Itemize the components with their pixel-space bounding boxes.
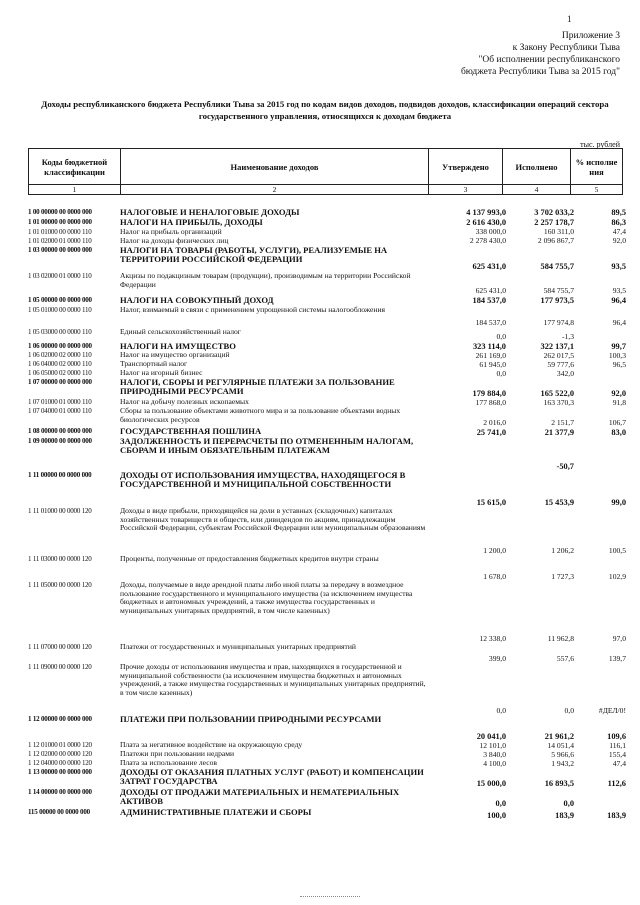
row-name: НАЛОГИ НА ИМУЩЕСТВО [120,341,236,351]
row-percent: 91,8 [612,397,626,407]
row-approved: 20 041,0 [476,731,506,741]
row-executed: 163 370,3 [543,397,574,407]
table-row [28,788,622,808]
row-percent: 139,7 [608,653,626,663]
row-percent: 86,3 [611,218,626,228]
row-percent: 96,4 [612,318,626,328]
table-row [28,767,626,788]
row-percent: 100,3 [608,350,626,360]
header-name: Наименование доходов [121,149,429,185]
row-code: 1 01 02000 01 0000 110 [28,237,92,245]
table-row [28,714,626,741]
row-name: Налог, взимаемый в связи с применением упрощенной системы налогообложения [120,305,386,314]
row-executed: 322 137,1 [540,341,574,351]
row-code: 1 11 03000 00 0000 120 [28,555,92,564]
row-executed: 1 943,2 [551,758,574,768]
row-code: 1 12 02000 00 0000 120 [28,750,92,759]
row-executed: 177 973,5 [540,296,574,306]
row-code: 1 12 00000 00 0000 000 [28,715,92,724]
row-code: 1 11 00000 00 0000 000 [28,471,92,480]
table-row [28,227,626,237]
row-code: 1 03 00000 00 0000 000 [28,246,92,254]
row-executed: 1 727,3 [551,571,574,581]
row-name: Сборы за пользование объектами животного мира и за пользование объектами водных биологических ресурсов [120,406,401,424]
document-title: Доходы республиканского бюджета Республики Тыва за 2015 год по кодам видов доходов, подвидов доходов, классификации операций сектора государственного управления, относящихся к доходам бюджета [41,99,609,121]
row-percent: 93,5 [612,286,626,296]
row-approved: 177 868,0 [475,397,506,407]
row-percent: 97,0 [612,633,626,643]
row-approved: 0,0 [496,332,506,342]
row-percent: 99,7 [611,341,626,351]
row-executed: 3 702 033,2 [534,208,574,218]
header-percent: % исполне ния [571,149,623,185]
row-name: НАЛОГИ НА СОВОКУПНЫЙ ДОХОД [120,295,274,305]
row-name: ДОХОДЫ ОТ ОКАЗАНИЯ ПЛАТНЫХ УСЛУГ (РАБОТ) И КОМПЕНСАЦИИ ЗАТРАТ ГОСУДАРСТВА [120,767,424,787]
row-approved: 625 431,0 [472,262,506,272]
table-row [28,271,626,296]
row-executed: -50,7 [556,461,574,471]
row-name: Налог на добычу полезных ископаемых [120,397,249,407]
table-row [28,740,626,750]
row-percent: 92,0 [611,388,626,398]
row-code: 1 08 00000 00 0000 000 [28,427,92,436]
row-executed: 160 311,0 [543,227,574,237]
row-name: Налог на доходы физических лиц [120,236,229,245]
row-executed: 183,9 [555,810,574,820]
row-name: ГОСУДАРСТВЕННАЯ ПОШЛИНА [120,426,262,437]
table-row [28,217,626,228]
table-row [28,437,622,471]
table-row [28,749,626,759]
row-executed: 21 377,9 [544,427,574,437]
page-number: 1 [567,14,572,24]
row-executed: 177 974,8 [543,318,574,328]
row-percent: 112,6 [607,778,626,788]
appendix-line: к Закону Республики Тыва [512,43,620,53]
table-row [28,642,626,663]
row-executed: 557,6 [556,653,574,663]
table-row [28,662,626,715]
row-percent: 102,9 [608,571,626,581]
row-name: ДОХОДЫ ОТ ИСПОЛЬЗОВАНИЯ ИМУЩЕСТВА, НАХОДЯЩЕГОСЯ В ГОСУДАРСТВЕННОЙ И МУНИЦИПАЛЬНОЙ СОБСТВЕННОСТИ [120,470,406,490]
row-name: Единый сельскохозяйственный налог [120,327,241,336]
row-percent: 96,5 [612,359,626,369]
row-code: 1 03 02000 01 0000 110 [28,272,92,280]
row-percent: #ДЕЛ/0! [598,705,626,715]
row-name: НАЛОГИ НА ТОВАРЫ (РАБОТЫ, УСЛУГИ), РЕАЛИЗУЕМЫЕ НА ТЕРРИТОРИИ РОССИЙСКОЙ ФЕДЕРАЦИИ [120,245,388,265]
row-approved: 15 615,0 [476,497,506,507]
row-approved: 184 537,0 [475,318,506,328]
row-approved: 261 169,0 [475,350,506,360]
row-executed: 21 961,2 [544,731,574,741]
row-name: Платежи от государственных и муниципальных унитарных предприятий [120,642,356,652]
row-approved: 3 840,0 [483,749,506,759]
row-name: Платежи при пользовании недрами [120,749,235,759]
row-approved: 1 200,0 [483,545,506,555]
header-num: 4 [503,185,571,195]
row-code: 1 11 01000 00 0000 120 [28,507,92,516]
row-executed: 584 755,7 [540,262,574,272]
row-code: 1 05 01000 00 0000 110 [28,306,92,314]
row-name: НАЛОГИ, СБОРЫ И РЕГУЛЯРНЫЕ ПЛАТЕЖИ ЗА ПОЛЬЗОВАНИЕ ПРИРОДНЫМИ РЕСУРСАМИ [120,377,395,397]
row-approved: 184 537,0 [472,296,506,306]
row-executed: 1 206,2 [551,545,574,555]
appendix-line: Приложение 3 [561,31,620,41]
row-name: Доходы, получаемые в виде арендной платы либо иной платы за передачу в возмездное пользование государственного и муниципального имущества (за исключением имущества бюджетных и автономных учреждений, а также имущества государственных и муниципальных унитарных предприятий, в том числе казенных) [120,580,413,615]
header-num: 1 [29,185,121,195]
table-row [28,377,626,398]
row-percent: 116,1 [609,740,626,750]
header-code: Коды бюджетной классификации [29,149,121,185]
row-code: 1 14 00000 00 0000 000 [28,788,92,797]
appendix-line: бюджета Республики Тыва за 2015 год" [460,67,620,77]
row-executed: 5 966,6 [551,749,574,759]
row-executed: 59 777,6 [547,359,574,369]
row-executed: 16 893,5 [544,778,574,788]
row-approved: 323 114,0 [472,341,506,351]
row-executed: 15 453,9 [544,497,574,507]
row-name: Налог на имущество организаций [120,350,230,360]
header-num: 3 [429,185,503,195]
units-label: тыс. рублей [580,140,620,149]
row-executed: 0,0 [564,705,574,715]
table-row [28,305,626,328]
row-approved: 338 000,0 [475,227,506,237]
row-code: 1 06 05000 02 0000 110 [28,369,92,378]
table-row [28,470,626,507]
table-row [28,328,622,342]
row-percent: 100,5 [608,545,626,555]
row-percent: 183,9 [607,810,626,820]
table-row [28,506,626,555]
row-percent: 109,6 [607,731,626,741]
row-code: 1 11 05000 00 0000 120 [28,581,92,590]
row-approved: 4 137 993,0 [466,208,506,218]
row-executed: 14 051,4 [547,740,574,750]
row-approved: 179 884,0 [472,388,506,398]
header-approved: Утверждено [429,149,503,185]
row-name: Плата за негативное воздействие на окружающую среду [120,740,303,750]
row-code: 1 06 00000 00 0000 000 [28,342,92,350]
row-approved: 399,0 [488,653,506,663]
table-row [28,580,626,643]
row-name: Прочие доходы от использования имущества и прав, находящихся в государственной и муниципальной собственности (за исключением имущества бюджетных и автономных учреждений, а также имущества государственных и муниципальных унитарных предприятий, в том числе казенных) [120,662,426,697]
row-name: ЗАДОЛЖЕННОСТЬ И ПЕРЕРАСЧЕТЫ ПО ОТМЕНЕННЫМ НАЛОГАМ, СБОРАМ И ИНЫМ ОБЯЗАТЕЛЬНЫМ ПЛАТЕЖАМ [120,436,414,456]
row-percent: 93,5 [611,262,626,272]
row-percent: 96,4 [611,296,626,306]
row-name: АДМИНИСТРАТИВНЫЕ ПЛАТЕЖИ И СБОРЫ [120,807,312,818]
row-code: 115 00000 00 0000 000 [28,808,90,817]
table-row [28,554,626,581]
table-row [28,341,626,351]
row-percent: 155,4 [608,749,626,759]
row-code: 1 11 09000 00 0000 120 [28,663,92,672]
row-name: Плата за использование лесов [120,758,217,768]
header-num: 2 [121,185,429,195]
row-approved: 25 741,0 [476,427,506,437]
row-code: 1 07 00000 00 0000 000 [28,378,92,387]
row-executed: -1,3 [561,332,574,342]
row-percent: 99,0 [611,497,626,507]
row-name: Проценты, полученные от предоставления бюджетных кредитов внутри страны [120,554,379,564]
row-approved: 12 101,0 [479,740,506,750]
row-executed: 2 257 178,7 [534,218,574,228]
row-executed: 2 151,7 [551,417,574,427]
income-table-body [28,207,626,820]
appendix-line: "Об исполнении республиканского [478,55,620,65]
row-percent: 89,5 [611,208,626,218]
row-code: 1 01 00000 00 0000 000 [28,218,92,226]
row-name: НАЛОГОВЫЕ И НЕНАЛОГОВЫЕ ДОХОДЫ [120,207,300,217]
row-approved: 4 100,0 [483,758,506,768]
table-header [28,148,623,195]
row-executed: 342,0 [556,368,574,378]
row-approved: 2 016,0 [483,417,506,427]
table-row [28,359,626,369]
table-row [28,406,626,427]
row-name: Налог на игорный бизнес [120,368,203,378]
row-approved: 0,0 [495,798,506,808]
row-approved: 1 678,0 [483,571,506,581]
row-name: Налог на прибыль организаций [120,227,222,236]
table-row [28,807,626,820]
row-name: НАЛОГИ НА ПРИБЫЛЬ, ДОХОДЫ [120,217,263,227]
row-approved: 2 616 430,0 [466,218,506,228]
row-code: 1 00 00000 00 0000 000 [28,208,92,216]
row-executed: 262 017,5 [543,350,574,360]
row-percent: 83,0 [611,427,626,437]
row-approved: 625 431,0 [475,286,506,296]
row-name: Доходы в виде прибыли, приходящейся на доли в уставных (складочных) капиталах хозяйственных товариществ и обществ, или дивидендов по акциям, принадлежащим Российской Федерации, субъектам Российской Федерации или муниципальным образованиям [120,506,426,533]
row-approved: 12 338,0 [479,633,506,643]
row-code: 1 05 00000 00 0000 000 [28,296,92,304]
row-code: 1 12 01000 01 0000 120 [28,741,92,750]
row-approved: 15 000,0 [476,778,506,788]
row-approved: 100,0 [487,810,506,820]
row-executed: 0,0 [563,798,574,808]
row-name: ДОХОДЫ ОТ ПРОДАЖИ МАТЕРИАЛЬНЫХ И НЕМАТЕРИАЛЬНЫХ АКТИВОВ [120,787,400,807]
header-num: 5 [571,185,623,195]
row-executed: 584 755,7 [543,286,574,296]
row-code: 1 06 02000 02 0000 110 [28,351,92,360]
row-approved: 0,0 [496,368,506,378]
row-percent: 47,4 [612,227,626,237]
row-approved: 0,0 [496,705,506,715]
row-code: 1 07 04000 01 0000 110 [28,407,92,416]
row-executed: 11 962,8 [547,633,574,643]
row-approved: 2 278 430,0 [469,236,506,246]
table-row [28,207,626,218]
table-row [28,350,626,360]
row-code: 1 09 00000 00 0000 000 [28,437,92,446]
row-code: 1 11 07000 00 0000 120 [28,643,92,652]
row-code: 1 06 04000 02 0000 110 [28,360,92,369]
row-percent: 47,4 [612,758,626,768]
row-code: 1 05 03000 00 0000 110 [28,328,92,336]
row-code: 1 01 01000 00 0000 110 [28,228,92,236]
row-approved: 61 945,0 [479,359,506,369]
row-name: Акцизы по подакцизным товарам (продукции), производимым на территории Российской Федерации [120,271,411,289]
row-name: ПЛАТЕЖИ ПРИ ПОЛЬЗОВАНИИ ПРИРОДНЫМИ РЕСУРСАМИ [120,714,382,725]
row-code: 1 13 00000 00 0000 000 [28,768,92,777]
row-code: 1 12 04000 00 0000 120 [28,759,92,768]
row-executed: 2 096 867,7 [537,236,574,246]
table-row [28,245,626,272]
footer-divider [300,896,360,897]
row-executed: 165 522,0 [540,388,574,398]
appendix-header [360,30,620,78]
row-code: 1 07 01000 01 0000 110 [28,398,92,407]
header-executed: Исполнено [503,149,571,185]
row-percent: 106,7 [608,417,626,427]
row-name: Транспортный налог [120,359,188,369]
row-percent: 92,0 [612,236,626,246]
